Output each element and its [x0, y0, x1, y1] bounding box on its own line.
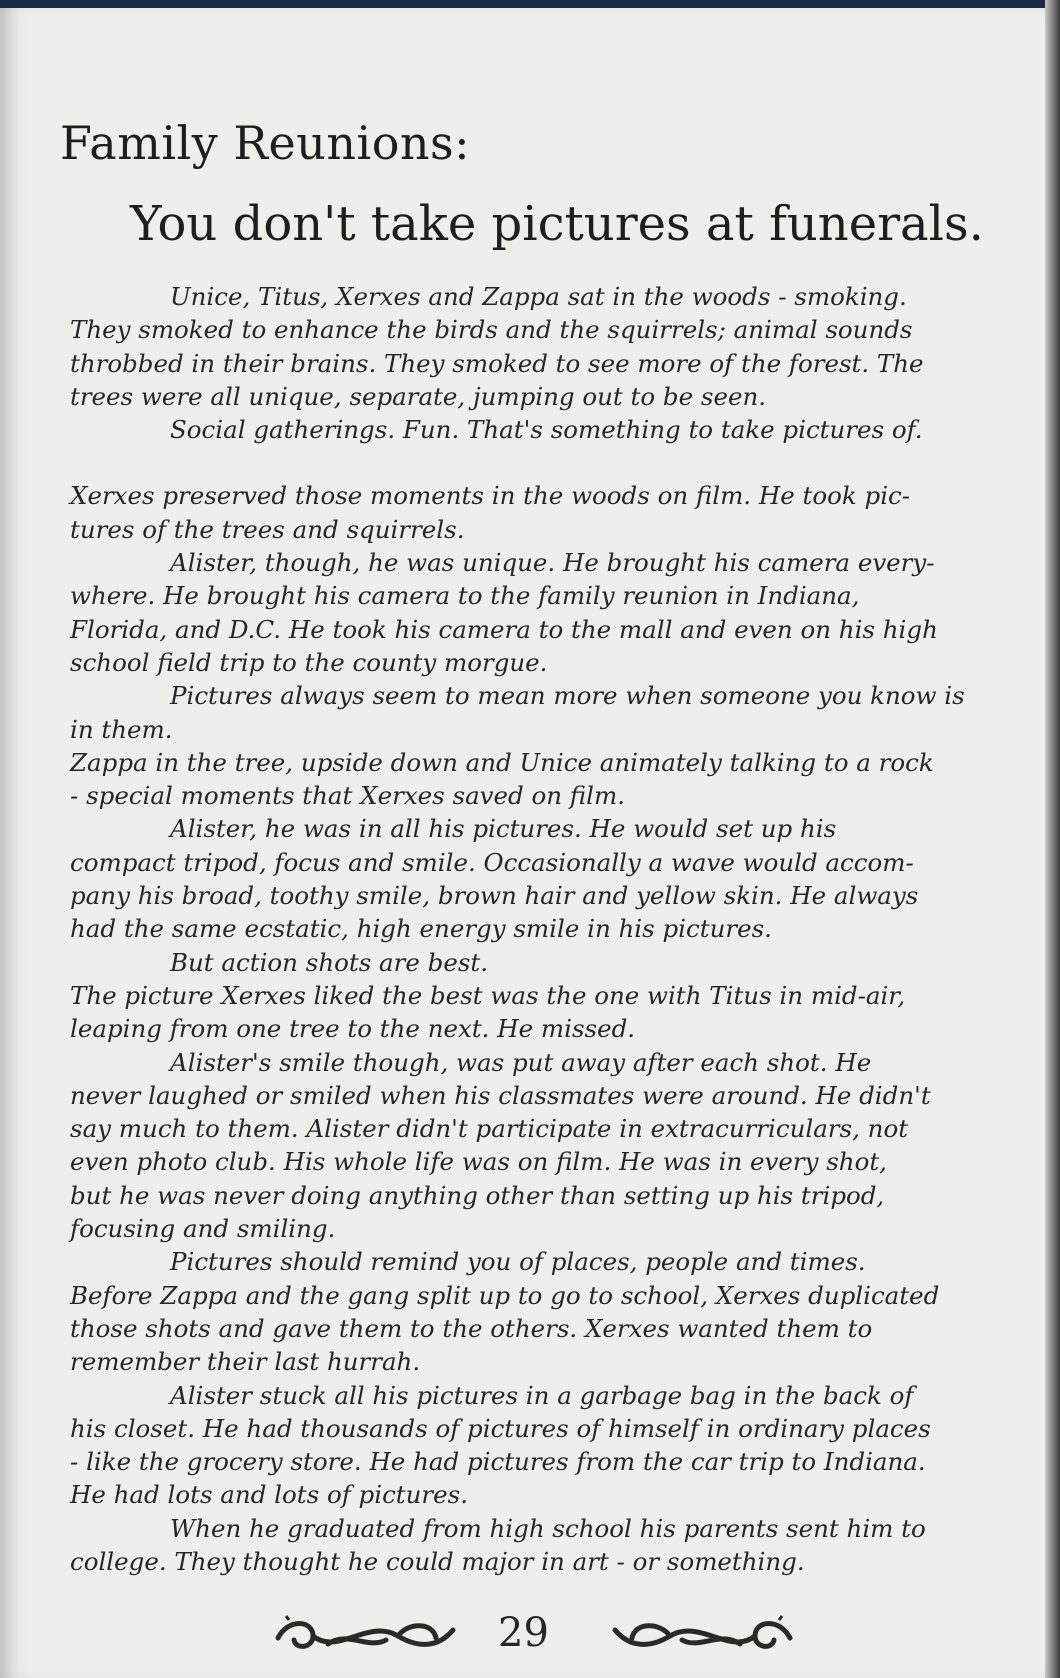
text-line: focusing and smiling. — [70, 1214, 336, 1244]
paragraph-gap — [70, 446, 980, 479]
text-line: Florida, and D.C. He took his camera to the mall and even on his high — [70, 614, 938, 644]
text-line: tures of the trees and squirrels. — [70, 514, 465, 544]
scroll-ornament-right-icon — [600, 1608, 800, 1664]
text-line: school field trip to the county morgue. — [70, 647, 548, 677]
text-line: Zappa in the tree, upside down and Unice animately talking to a rock — [70, 747, 934, 777]
text-line: leaping from one tree to the next. He missed. — [70, 1014, 636, 1044]
text-line: He had lots and lots of pictures. — [70, 1480, 468, 1510]
text-line: in them. — [70, 714, 173, 744]
text-line: those shots and gave them to the others. Xerxes wanted them to — [70, 1313, 873, 1343]
text-line: where. He brought his camera to the family reunion in Indiana, — [70, 581, 860, 611]
page-footer — [0, 1606, 1045, 1666]
text-line: When he graduated from high school his parents sent him to — [170, 1513, 926, 1543]
text-line: Unice, Titus, Xerxes and Zappa sat in the woods - smoking. — [170, 282, 907, 311]
text-line: But action shots are best. — [170, 947, 489, 977]
text-line: never laughed or smiled when his classmates were around. He didn't — [70, 1080, 931, 1110]
text-line: Pictures always seem to mean more when someone you know is — [170, 681, 965, 711]
text-line: pany his broad, toothy smile, brown hair and yellow skin. He always — [70, 881, 919, 911]
page-subtitle: You don't take pictures at funerals. — [130, 196, 984, 252]
text-line: Alister's smile though, was put away after each shot. He — [170, 1047, 872, 1077]
text-line: trees were all unique, separate, jumping out to be seen. — [70, 381, 767, 411]
text-line: throbbed in their brains. They smoked to see more of the forest. The — [70, 348, 924, 378]
text-line: Alister stuck all his pictures in a garbage bag in the back of — [170, 1380, 914, 1410]
text-line: had the same ecstatic, high energy smile in his pictures. — [70, 914, 772, 944]
page-top-edge — [0, 0, 1060, 8]
text-line: They smoked to enhance the birds and the squirrels; animal sounds — [70, 315, 913, 345]
book-page — [0, 8, 1045, 1678]
text-line: college. They thought he could major in art - or something. — [70, 1546, 805, 1576]
page-number: 29 — [498, 1610, 549, 1656]
text-line: Xerxes preserved those moments in the woods on film. He took pic- — [70, 481, 911, 511]
text-line: - like the grocery store. He had pictures from the car trip to Indiana. — [70, 1447, 926, 1477]
text-line: Social gatherings. Fun. That's something to take pictures of. — [170, 415, 923, 445]
text-line: Alister, though, he was unique. He brought his camera every- — [170, 548, 935, 578]
text-line: but he was never doing anything other than setting up his tripod, — [70, 1180, 885, 1210]
text-line: his closet. He had thousands of pictures of himself in ordinary places — [70, 1413, 931, 1443]
text-line: The picture Xerxes liked the best was the one with Titus in mid-air, — [70, 980, 906, 1010]
text-line: say much to them. Alister didn't participate in extracurriculars, not — [70, 1114, 909, 1144]
story-text — [70, 280, 980, 1578]
text-line: - special moments that Xerxes saved on film. — [70, 781, 626, 811]
text-line: Pictures should remind you of places, people and times. — [170, 1247, 866, 1277]
text-line: Before Zappa and the gang split up to go to school, Xerxes duplicated — [70, 1280, 940, 1310]
page-title: Family Reunions: — [60, 116, 471, 170]
page-right-edge — [1045, 0, 1060, 1678]
scroll-ornament-left-icon — [268, 1608, 468, 1664]
text-line: compact tripod, focus and smile. Occasionally a wave would accom- — [70, 847, 914, 877]
text-line: even photo club. His whole life was on film. He was in every shot, — [70, 1147, 887, 1177]
text-line: Alister, he was in all his pictures. He would set up his — [170, 814, 837, 844]
text-line: remember their last hurrah. — [70, 1347, 421, 1377]
